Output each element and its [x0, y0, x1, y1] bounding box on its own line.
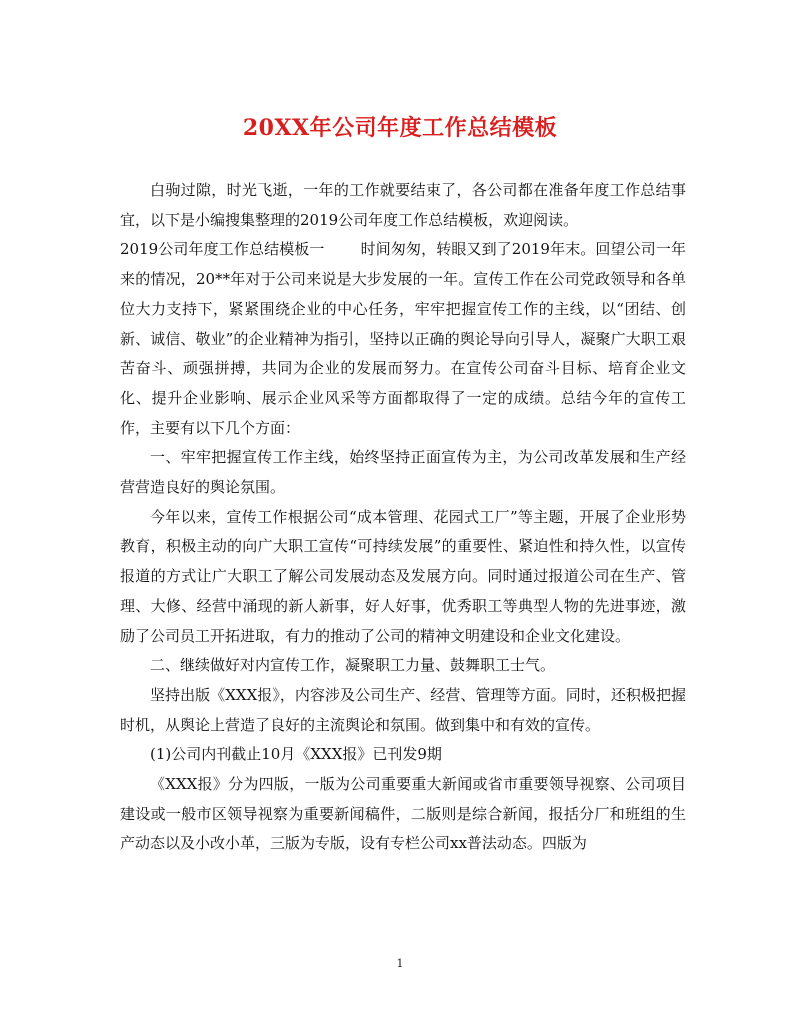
document-title: 20XX年公司年度工作总结模板	[242, 115, 558, 141]
point-two-heading: 二、继续做好对内宣传工作，凝聚职工力量、鼓舞职工士气。	[150, 656, 556, 675]
newspaper-layout-paragraph: 《XXX报》分为四版，一版为公司重要重大新闻或省市重要领导视察、公司项目建设或一般市区领导视察为重要新闻稿件，二版则是综合新闻，报括分厂和班组的生产动态以及小改小革，三版为专版，设有专栏公司xx普法动态。四版为	[120, 775, 686, 853]
intro-paragraph: 白驹过隙，时光飞逝，一年的工作就要结束了，各公司都在准备年度工作总结事宜，以下是小编搜集整理的2019公司年度工作总结模板，欢迎阅读。	[120, 181, 686, 229]
publicity-paragraph: 今年以来，宣传工作根据公司“成本管理、花园式工厂”等主题，开展了企业形势教育，积极主动的向广大职工宣传“可持续发展”的重要性、紧迫性和持久性，以宣传报道的方式让广大职工了解公司发展动态及发展方向。同时通过报道公司在生产、管理、大修、经营中涌现的新人新事，好人好事，优秀职工等典型人物的先进事迹，激励了公司员工开拓进取，有力的推动了公司的精神文明建设和企业文化建设。	[120, 507, 686, 645]
sub-point-heading: (1)公司内刊截止10月《XXX报》已刊发9期	[150, 745, 442, 764]
page-number: 1	[396, 957, 404, 970]
section-opening-text: 时间匆匆，转眼又到了2019年末。回望公司一年来的情况，20**年对于公司来说是大步发展的一年。宣传工作在公司党政领导和各单位大力支持下，紧紧围绕企业的中心任务，牢牢把握宣传工作的主线，以“团结、创新、诚信、敬业”的企业精神为指引，坚持以正确的舆论导向引导人，凝聚广大职工艰苦奋斗、顽强拼搏，共同为企业的发展而努力。在宣传公司奋斗目标、培育企业文化、提升企业影响、展示企业风采等方面都取得了一定的成绩。总结今年的宣传工作，主要有以下几个方面：	[120, 240, 686, 437]
newspaper-paragraph: 坚持出版《XXX报》，内容涉及公司生产、经营、管理等方面。同时，还积极把握时机，从舆论上营造了良好的主流舆论和氛围。做到集中和有效的宣传。	[120, 685, 686, 734]
section-opening-paragraph	[120, 235, 686, 443]
point-one-heading: 一、牢牢把握宣传工作主线，始终坚持正面宣传为主，为公司改革发展和生产经营营造良好的舆论氛围。	[120, 448, 686, 497]
document-body	[120, 176, 686, 859]
section-heading: 2019公司年度工作总结模板一	[120, 240, 325, 259]
